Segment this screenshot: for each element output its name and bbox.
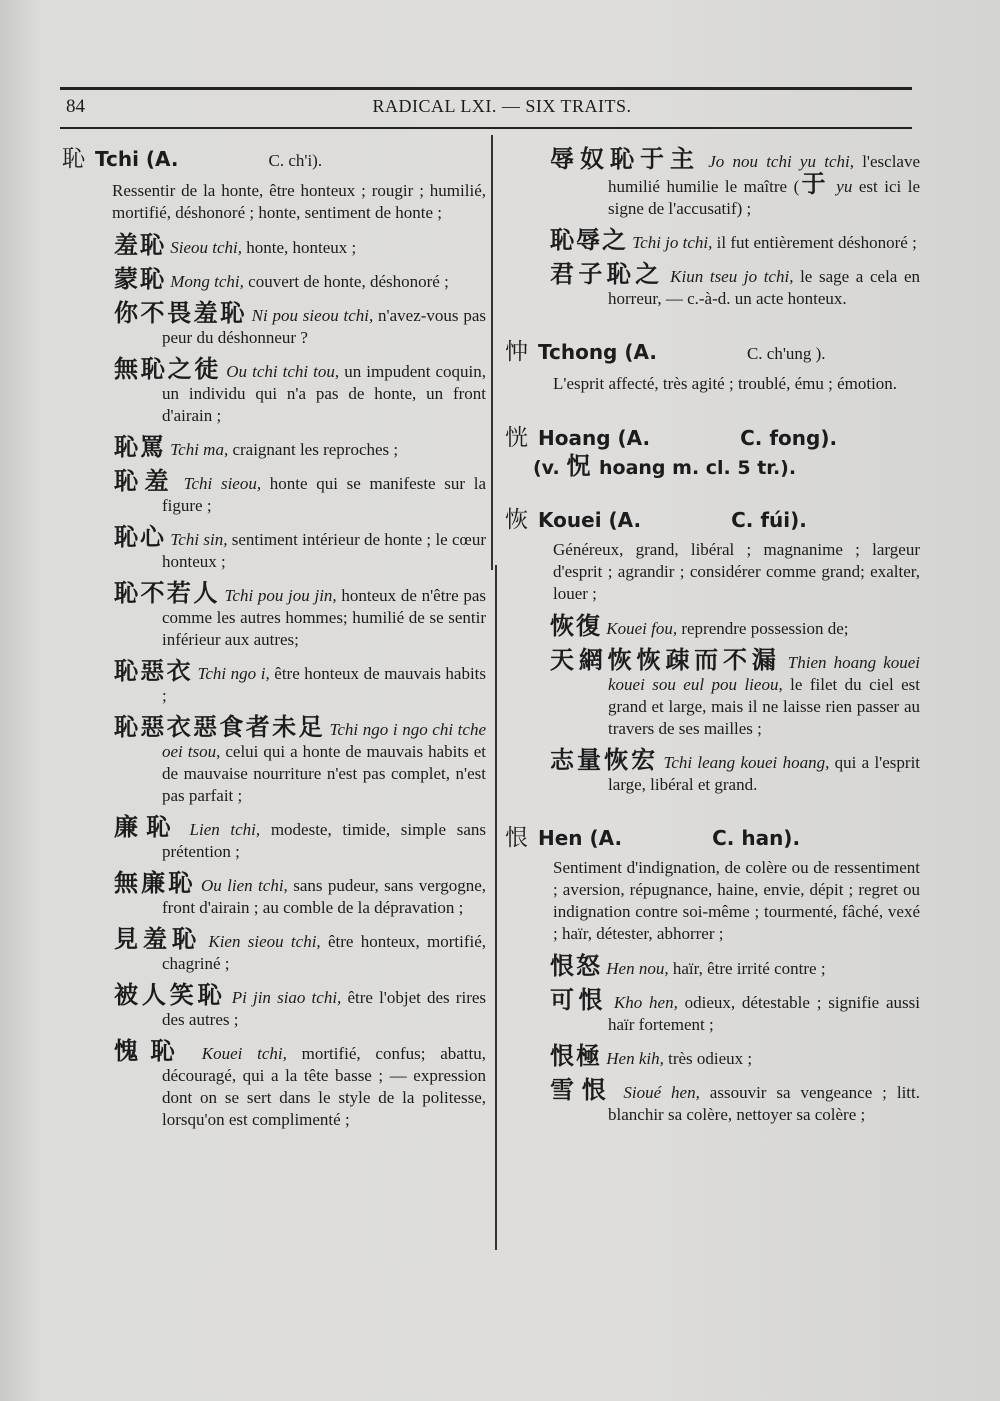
compound-entry [505,1042,920,1070]
compound-entry [505,260,921,310]
chinese-compound: 恨極 [550,1042,602,1070]
gloss: honteux de n'être pas comme les autres hommes; humilié de se sentir inférieur aux autres; [162,586,486,649]
gloss: le sage a cela en horreur, — c.-à-d. un acte honteux. [608,267,921,308]
headword-romanization: Tchong (A. [538,340,657,364]
variant-char: 怳 [566,452,593,480]
cantonese-reading: C. ch'ung ). [746,344,826,363]
column-divider [491,135,493,570]
chinese-compound: 天網恢恢疎而不漏 [550,646,781,674]
gloss: mortifié, confus; abattu, découragé, qui a la tête basse ; — expression dont on se sert dans le style de la politesse, lorsqu'on est complimenté ; [162,1044,487,1129]
compound-entry [505,746,921,796]
chinese-compound: 恥羞 [114,467,175,495]
romanization: yu [836,177,853,196]
right-column [505,145,921,1135]
chinese-compound: 恥惡衣 [114,657,193,685]
compound-entry [505,226,920,254]
definition: Sentiment d'indignation, de colère ou de ressentiment ; aversion, répugnance, haine, envie, dépit ; regret ou indignation contre soi-même ; tourmenté, fâché, vexé ; haïr, détester, abhorrer ; [553,858,920,943]
headword-char: 恥 [62,146,87,172]
gloss: l'esclave humilié humilie le maître ( [608,152,921,196]
headword-romanization: Hen (A. [538,826,623,850]
compound-entry [62,467,487,517]
gloss: reprendre possession de; [677,619,849,638]
running-title: RADICAL LXI. — SIX TRAITS. [372,96,632,116]
header-rule [60,127,912,129]
compound-entry [505,1076,920,1126]
top-rule [60,87,912,90]
gloss: odieux, détestable ; signifie aussi haïr fortement ; [608,993,921,1034]
gloss: est ici le signe de l'accusatif) ; [608,177,921,218]
gloss: haïr, être irrité contre ; [668,959,826,978]
compound-entry [62,713,486,807]
definition: Ressentir de la honte, être honteux ; rougir ; humilié, mortifié, déshonoré ; honte, sentiment de honte ; [112,181,486,222]
entry-heading-hoang [505,427,920,449]
chinese-compound: 被人笑恥 [114,981,226,1009]
cantonese-reading: C. fúi). [731,508,807,532]
compound-list [505,952,921,1126]
romanization: Kho hen, [613,993,678,1012]
gloss: sans pudeur, sans vergogne, front d'airain ; au comble de la dépravation ; [162,876,487,917]
romanization: Jo nou tchi yu tchi, [708,152,854,171]
chinese-compound: 無廉恥 [114,869,196,897]
page-number: 84 [66,96,85,117]
compound-entry [62,299,487,349]
chinese-compound: 蒙恥 [114,265,166,293]
definition: L'esprit affecté, très agité ; troublé, ému ; émotion. [553,374,898,393]
compound-entry [62,231,486,259]
romanization: Ni pou sieou tchi, [251,306,374,325]
romanization: Hen nou, [606,959,669,978]
compound-entry [62,813,487,863]
headword-char: 忡 [505,339,530,365]
chinese-compound: 羞恥 [114,231,166,259]
chinese-compound: 恥不若人 [114,579,220,607]
romanization: Sieou tchi, [170,238,243,257]
gloss: couvert de honte, déshonoré ; [243,272,449,291]
chinese-compound: 雪恨 [550,1076,614,1104]
headword-romanization: Tchi (A. [95,147,179,171]
gloss: honte qui se manifeste sur la figure ; [162,474,487,515]
chinese-compound: 你不畏羞恥 [114,299,247,327]
gloss: craignant les reproches ; [228,440,399,459]
compound-entry [62,523,486,573]
chinese-compound: 恥辱之 [550,226,628,254]
compound-entry [62,355,487,427]
compound-list-continued [505,145,921,310]
chinese-compound: 恢復 [550,612,602,640]
cantonese-reading: C. fong). [740,426,838,450]
gloss: être honteux, mortifié, chagriné ; [162,932,487,973]
compound-entry [505,986,921,1036]
chinese-compound: 愧恥 [114,1037,188,1065]
column-divider [495,565,497,1250]
romanization: Ou lien tchi, [200,876,288,895]
romanization: Tchi pou jou jin, [224,586,337,605]
romanization: Tchi jo tchi, [632,233,713,252]
compound-entry [62,657,487,707]
romanization: Tchi sieou, [183,474,262,493]
gloss: être l'objet des rires des autres ; [162,988,487,1029]
compound-entry [62,1037,487,1131]
gloss: celui qui a honte de mauvais habits et de mauvaise nourriture n'est pas complet, n'est pas parfait ; [162,742,486,805]
romanization: Ou tchi tchi tou, [226,362,340,381]
chinese-compound: 見羞恥 [114,925,202,953]
chinese-compound: 恨怒 [550,952,602,980]
headword-romanization: Hoang (A. [538,426,651,450]
romanization: Sioué hen, [623,1083,700,1102]
romanization: Kouei tchi, [201,1044,287,1063]
gloss: très odieux ; [663,1049,753,1068]
romanization: Mong tchi, [170,272,244,291]
entry-heading-kouei [505,509,920,531]
compound-entry [62,265,486,293]
cantonese-reading: C. han). [712,826,801,850]
cantonese-reading: C. ch'i). [268,151,323,170]
romanization: Tchi ngo i ngo chi tche oei tsou, [162,720,486,761]
left-column [62,148,486,1140]
definition: Généreux, grand, libéral ; magnanime ; largeur d'esprit ; agrandir ; considérer comme grand; exalter, louer ; [553,540,920,603]
romanization: Kiun tseu jo tchi, [670,267,794,286]
compound-entry [62,579,486,651]
romanization: Tchi ngo i, [197,664,270,683]
chinese-compound: 可恨 [550,986,608,1014]
romanization: Tchi sin, [170,530,228,549]
gloss: qui a l'esprit large, libéral et grand. [608,753,921,794]
compound-entry [505,612,920,640]
compound-entry [505,646,921,740]
chinese-compound: 廉恥 [114,813,179,841]
entry-heading-tchong [505,341,920,365]
chinese-compound: 恥心 [114,523,167,551]
romanization: Tchi ma, [170,440,229,459]
entry-heading-hen [505,827,920,849]
headword-char: 恍 [505,425,530,451]
headword-romanization: Kouei (A. [538,508,642,532]
gloss: il fut entièrement déshonoré ; [712,233,917,252]
compound-entry [62,925,487,975]
compound-list [505,612,921,796]
romanization: Hen kih, [606,1049,664,1068]
romanization: Lien tchi, [189,820,261,839]
romanization: Thien hoang kouei kouei sou eul pou lieou, [608,653,921,694]
gloss: modeste, timide, simple sans prétention ; [162,820,487,861]
gloss: être honteux de mauvais habits ; [162,664,487,705]
compound-entry [62,981,487,1031]
entry-heading-tchi [62,148,486,172]
compound-entry [62,869,487,919]
chinese-compound: 恥罵 [114,433,166,461]
romanization: Pi jin siao tchi, [231,988,342,1007]
romanization: Tchi leang kouei hoang, [663,753,830,772]
compound-entry [62,433,486,461]
compound-list [62,231,487,1131]
headword-char: 恢 [505,507,530,533]
compound-entry [505,952,920,980]
romanization: Kien sieou tchi, [208,932,321,951]
chinese-compound: 恥惡衣惡食者未足 [114,713,325,741]
chinese-compound: 辱奴恥于主 [550,145,700,173]
chinese-compound: 無恥之徒 [114,355,222,383]
chinese-compound: 君子恥之 [550,260,664,288]
variant-reference: (v. 怳 hoang m. cl. 5 tr.). [533,452,797,480]
gloss: honte, honteux ; [242,238,357,257]
gloss: sentiment intérieur de honte ; le cœur honteux ; [162,530,486,571]
gloss: assouvir sa vengeance ; litt. blanchir sa colère, nettoyer sa colère ; [608,1083,920,1124]
chinese-char: 于 [799,170,830,198]
compound-entry [505,145,921,220]
gloss: n'avez-vous pas peur du déshonneur ? [162,306,487,347]
chinese-compound: 志量恢宏 [550,746,659,774]
headword-char: 恨 [505,825,530,851]
gloss: le filet du ciel est grand et large, mais il ne laisse rien passer au travers de ses mailles ; [608,675,920,738]
gloss: un impudent coquin, un individu qui n'a pas de honte, un front d'airain ; [162,362,487,425]
romanization: Kouei fou, [606,619,678,638]
